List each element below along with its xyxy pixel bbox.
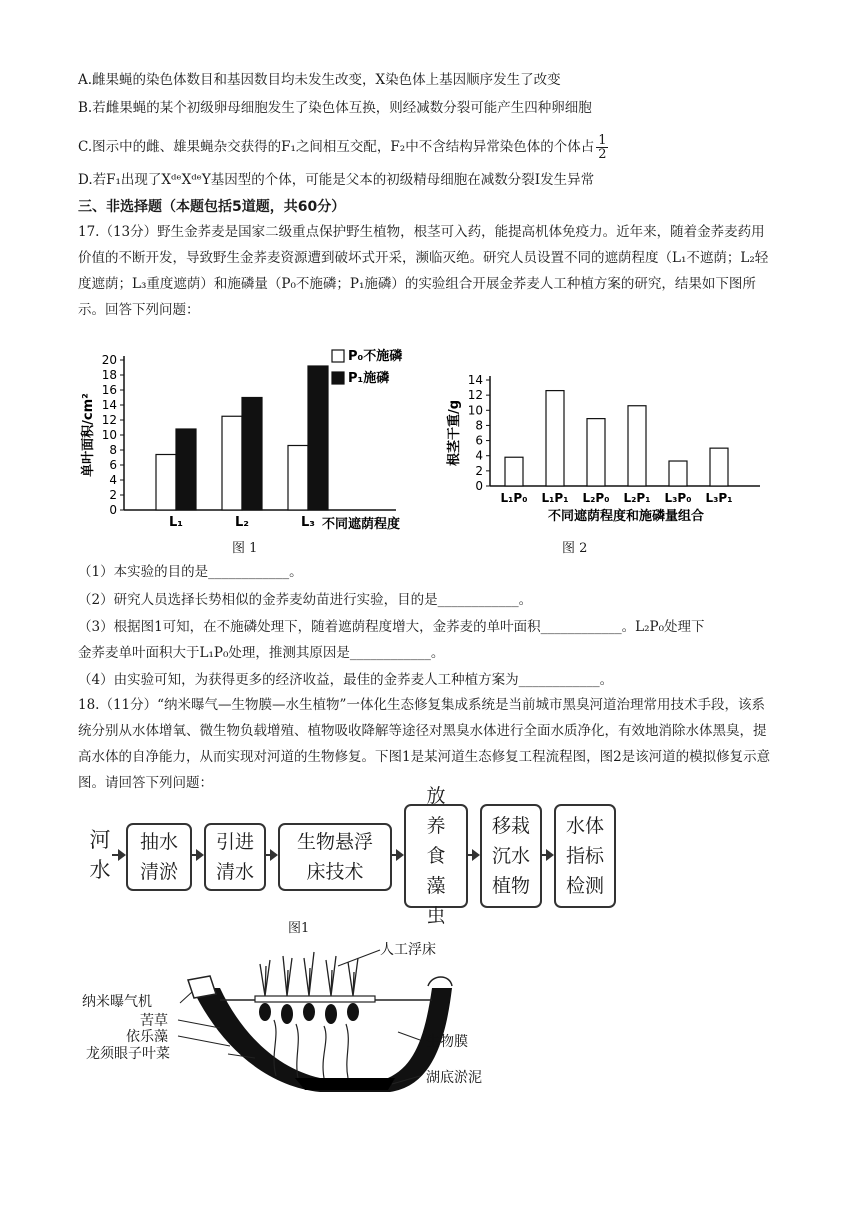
flow-step-2-label: 引进清水	[215, 831, 254, 883]
q17-intro: 17.（13分）野生金荞麦是国家二级重点保护野生植物，根茎可入药，能提高机体免疫力。近年来，随着金荞麦药用价值的不断开发，导致野生金荞麦资源遭到破坏式开采，濒临灭绝。研究人员设置不同的遮荫程度（L₁不遮荫；L₂轻度遮荫；L₃重度遮荫）和施磷量（P₀不施磷；P₁施磷）的实验组合开展金荞麦人工种植方案的研究，结果如下图所示。回答下列问题：	[78, 224, 769, 318]
y-tick-label: 2	[475, 463, 483, 478]
y-tick-label: 6	[109, 458, 117, 472]
label-plant-2: 依乐藻	[126, 1029, 168, 1045]
bar-p1	[242, 398, 262, 511]
x-tick-label: L₂P₁	[623, 491, 651, 505]
q17-sub1: （1）本实验的目的是____________。	[78, 564, 303, 580]
q17-sub4: （4）由实验可知，为获得更多的经济收益，最佳的金荞麦人工种植方案为____________。	[78, 672, 614, 688]
x-axis-label: 不同遮荫程度和施磷量组合	[547, 509, 705, 524]
x-tick-label: L₃	[301, 515, 315, 530]
label-aerator: 纳米曝气机	[82, 994, 152, 1010]
y-tick-label: 4	[475, 448, 483, 463]
bar	[628, 406, 646, 486]
bar-p1	[308, 366, 328, 510]
flow-step-3-label: 生物悬浮床技术	[296, 831, 373, 883]
legend-swatch	[332, 350, 344, 362]
legend-label: P₀不施磷	[348, 349, 403, 364]
q17-sub3a: （3）根据图1可知，在不施磷处理下，随着遮荫程度增大，金荞麦的单叶面积____________。L₂P₀处理下	[78, 619, 705, 635]
flow-step-1	[126, 823, 192, 891]
bar	[505, 457, 523, 486]
x-tick-label: L₂P₀	[582, 491, 610, 505]
flow-arrow	[190, 854, 202, 856]
riverbed	[192, 988, 452, 1092]
y-tick-label: 14	[101, 398, 117, 412]
flow-step-5	[480, 804, 542, 908]
bar-p0	[156, 455, 176, 511]
y-tick-label: 18	[101, 368, 117, 382]
flow-step-1-label: 抽水清淤	[139, 831, 178, 883]
aerator-right	[428, 977, 452, 986]
sludge	[295, 1078, 395, 1090]
y-tick-label: 14	[467, 373, 483, 387]
y-tick-label: 16	[101, 383, 117, 397]
flow-step-2	[204, 823, 266, 891]
legend-swatch	[332, 372, 344, 384]
y-tick-label: 8	[109, 443, 117, 457]
bar	[710, 448, 728, 486]
bar-p0	[222, 416, 242, 510]
label-plant-3: 龙须眼子叶菜	[86, 1046, 170, 1062]
flow-arrow	[466, 854, 478, 856]
y-tick-label: 2	[109, 488, 117, 502]
y-tick-label: 0	[475, 479, 483, 493]
y-tick-label: 10	[101, 428, 117, 442]
flow-step-3	[278, 823, 392, 891]
y-tick-label: 10	[467, 403, 483, 418]
y-tick-label: 6	[475, 433, 483, 448]
y-axis-label: 单叶面积/cm²	[81, 393, 96, 477]
bar	[669, 461, 687, 486]
figure-1-caption: 图 1	[232, 541, 258, 556]
y-tick-label: 20	[101, 353, 117, 367]
q17-sub2: （2）研究人员选择长势相似的金荞麦幼苗进行实验，目的是____________。	[78, 592, 533, 608]
x-tick-label: L₁P₀	[500, 491, 528, 505]
x-tick-label: L₃P₁	[705, 491, 733, 505]
float-plants	[260, 952, 358, 996]
bar-p0	[288, 446, 308, 511]
y-axis-label: 根茎干重/g	[447, 399, 462, 467]
y-tick-label: 8	[475, 418, 483, 433]
option-c	[78, 134, 608, 161]
bar-p1	[176, 429, 196, 510]
flow-step-6-label: 水体指标检测	[565, 815, 604, 897]
option-d: D.若F₁出现了XᵈᵉXᵈᵉY基因型的个体，可能是父本的初级精母细胞在减数分裂Ⅰ发生异常	[78, 172, 595, 188]
flow-step-4-label: 放养食藻虫	[426, 785, 446, 927]
x-axis-label: 不同遮荫程度	[322, 517, 401, 532]
y-tick-label: 12	[101, 413, 117, 427]
figure-2-caption: 图 2	[562, 541, 588, 556]
option-b: B.若雌果蝇的某个初级卵母细胞发生了染色体互换，则经减数分裂可能产生四种卵细胞	[78, 100, 592, 116]
flow-step-6	[554, 804, 616, 908]
flow-step-5-label: 移栽沉水植物	[491, 815, 530, 897]
label-sludge: 湖底淤泥	[426, 1070, 482, 1086]
flow-arrow	[540, 854, 552, 856]
bar	[546, 391, 564, 486]
x-tick-label: L₁	[169, 515, 183, 530]
q18-intro: 18.（11分）“纳米曝气—生物膜—水生植物”一体化生态修复集成系统是当前城市黑臭河道治理常用技术手段，该系统分别从水体增氧、微生物负载增殖、植物吸收降解等途径对黑臭水体进行全面水质净化，有效地消除水体黑臭，提高水体的自净能力，从而实现对河道的生物修复。下图1是某河道生态修复工程流程图，图2是该河道的模拟修复示意图。请回答下列问题：	[78, 697, 771, 791]
x-tick-label: L₂	[235, 515, 249, 530]
flow-caption: 图1	[288, 921, 310, 936]
label-plant-1: 苦草	[140, 1013, 168, 1029]
figure-1-chart	[76, 338, 416, 538]
river-diagram	[80, 936, 500, 1096]
option-a: A.雌果蝇的染色体数目和基因数目均未发生改变，X染色体上基因顺序发生了改变	[78, 72, 561, 88]
fraction	[596, 134, 608, 161]
option-c-text: C.图示中的雌、雄果蝇杂交获得的F₁之间相互交配，F₂中不含结构异常染色体的个体占	[78, 139, 595, 155]
flow-arrow	[264, 854, 276, 856]
fraction-numerator: 1	[598, 133, 607, 148]
q17-sub3b: 金荞麦单叶面积大于L₁P₀处理，推测其原因是____________。	[78, 645, 445, 661]
float-bed	[255, 996, 375, 1002]
y-tick-label: 12	[467, 388, 483, 403]
legend-label: P₁施磷	[348, 371, 390, 386]
flow-arrow	[390, 854, 402, 856]
section-heading: 三、非选择题（本题包括5道题，共60分）	[78, 199, 346, 215]
aerator-left	[188, 976, 216, 998]
x-tick-label: L₃P₀	[664, 491, 692, 505]
bar	[587, 419, 605, 486]
flow-step-4	[404, 785, 468, 927]
label-biofilm: 生物膜	[426, 1034, 468, 1050]
fraction-denominator: 2	[598, 147, 607, 162]
y-tick-label: 0	[109, 503, 117, 517]
flow-start-label: 河水	[89, 828, 111, 882]
x-tick-label: L₁P₁	[541, 491, 569, 505]
y-tick-label: 4	[109, 473, 117, 487]
label-float-bed: 人工浮床	[380, 942, 436, 958]
flow-arrow	[112, 854, 124, 856]
figure-2-chart	[438, 338, 768, 538]
